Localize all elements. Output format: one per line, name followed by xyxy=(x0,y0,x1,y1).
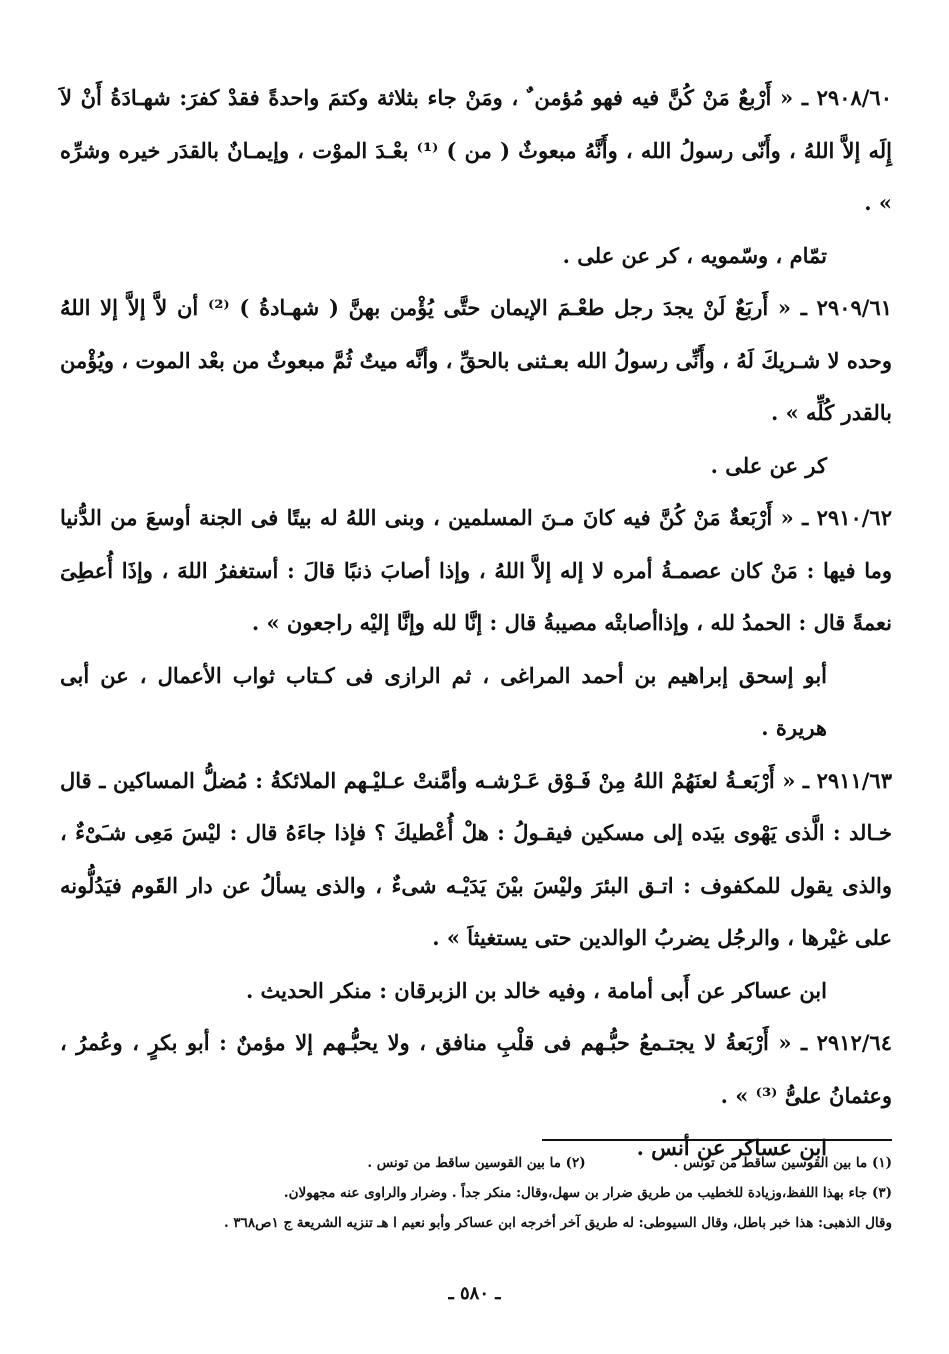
hadith-paragraph: ٢٩١١/٦٣ ـ « أَرْبَعـةُ لعنَهُمْ اللهُ مِنْ فَـوْق عَـرْشـه وأمَّنتْ عـليْـهم الملائكةُ : مُضلُّ المساكين ـ قال خـالد : الَّذى يَهْوى بيَده إلى مسكين فيقـولُ : هلْ أُعْطيكَ ؟ فإذا جاءَهُ قال : ليْسَ مَعِى شـَىْءٌ ، والذى يقول للمكفوف : اتـق البئرَ وليْسَ بيْنَ يَدَيْـه شىءٌ ، والذى يسألُ عن دار القَوم فيَدُلُّونه على غيْرها ، والرجُل يضربُ الوالدين حتى يستغيثاَ » . xyxy=(60,767,892,950)
hadith-paragraph: ٢٩٠٨/٦٠ ـ « أَرْبعٌ مَنْ كُنَّ فيه فهو مُؤمن ٌ ، ومَنْ جاء بثلاثة وكتمَ واحدةً فقدْ كفرَ: شهـادَةُ أَنْ لاَ إِلَه إلاَّ اللهُ ، وأَنّى رسولُ الله ، وأَنَّهُ مبعوثٌ ( من ) ⁽¹⁾ بعْـدَ الموْت ، وإيمـانٌ بالقدَر خيره وشرِّه » . xyxy=(60,85,892,215)
hadith-paragraph: ٢٩١٢/٦٤ ـ « أَرْبَعةُ لا يجتـمعُ حبُّـهم فى قلْبِ منافق ، ولا يحبُّـهم إلا مؤمنٌ : أبو بكرٍ ، وعُمرُ ، وعثمانُ علىُّ ⁽³⁾ » . xyxy=(60,1030,892,1108)
footnote-3: (٣) جاء بهذا اللفظ،وزيادة للخطيب من طريق ضرار بن سهل،وقال: منكر جداً . وضرار والراوى عنه مجهولان. xyxy=(283,1185,892,1201)
footnote-divider xyxy=(542,1139,892,1141)
source-citation: أبو إسحق إبراهيم بن أحمد المراغى ، ثم الرازى فى كـتاب ثواب الأعمال ، عن أبى هريرة . xyxy=(60,662,827,740)
page-number: ـ ٥٨٠ ـ xyxy=(448,1283,501,1304)
footnote-2: (٢) ما بين القوسين ساقط من تونس . xyxy=(367,1155,586,1171)
source-citation: تمّام ، وسّمويه ، كر عن على . xyxy=(562,242,827,268)
footnotes xyxy=(60,1148,892,1238)
main-text xyxy=(60,72,892,1175)
source-citation: ابن عساكر عن أَبى أمامة ، وفيه خالد بن الزبرقان : منكر الحديث . xyxy=(245,977,827,1003)
footnote-row xyxy=(60,1148,892,1178)
source-citation: كر عن على . xyxy=(710,452,827,478)
footnote-3-continued: وقال الذهبى: هذا خبر باطل، وقال السيوطى: له طريق آخر أخرجه ابن عساكر وأبو نعيم ا هـ تنزيه الشريعة ج ١ص٣٦٨ . xyxy=(223,1215,892,1231)
hadith-paragraph: ٢٩٠٩/٦١ ـ « أَربَعٌ لَنْ يجدَ رجل طعْـمَ الإيمان حتَّى يُؤْمن بهنَّ ( شهـادةُ ) ⁽²⁾ أن لاَّ إلاَّ إلا اللهُ وحده لا شـريكَ لَهُ ، وأَنِّى رسولُ الله بعـثنى بالحقِّ ، وأنَّه ميتٌ ثُمَّ مبعوثٌ من بعْد الموت ، ويُؤْمن بالقدر كُلِّه » . xyxy=(60,295,893,425)
footnote-1: (١) ما بين القوسين ساقط من تونس . xyxy=(673,1155,892,1171)
hadith-paragraph: ٢٩١٠/٦٢ ـ « أَرْبَعةٌ مَنْ كُنَّ فيه كانَ مـنَ المسلمين ، وبنى اللهُ له بيتًا فى الجنة أوسعَ من الدُّنيا وما فيها : مَنْ كان عصمـةُ أمره لا إله إلاَّ اللهُ ، وإذا أصابَ ذنبًا قالَ : أستغفرُ اللهَ ، وإذَا أُعطِىَ نعمةً قال : الحمدُ لله ، وإذاأصابتْه مصيبةُ قال : إنَّا لله وإنَّا إليْه راجعون » . xyxy=(60,505,892,635)
source-citation: ابن عساكر عن أنس . xyxy=(636,1135,827,1160)
